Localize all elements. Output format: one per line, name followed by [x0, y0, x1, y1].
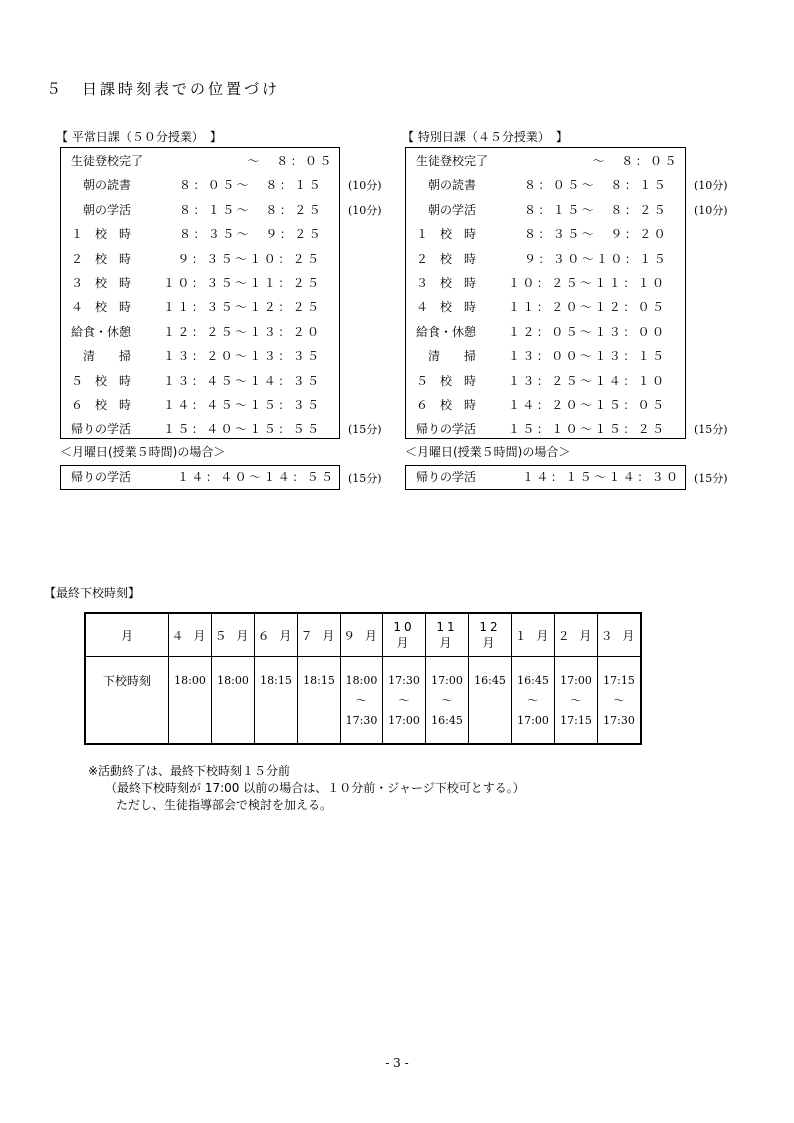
normal-row-time: ８：０５～ ８：１５: [179, 178, 324, 193]
special-row-label: ４ 校 時: [416, 300, 477, 315]
special-row-label: １ 校 時: [416, 227, 477, 242]
special-row-time: １３：００～１３：１５: [508, 349, 667, 364]
special-row-time: ９：３０～１０：１５: [524, 251, 669, 266]
normal-monday-label: 帰りの学活: [71, 470, 132, 484]
time-cell: [298, 657, 341, 745]
special-row-note: (10分): [694, 203, 728, 217]
time-cell-value: 18:15: [260, 674, 292, 687]
time-cell: [212, 657, 255, 745]
special-row-time: ８：３５～ ９：２０: [524, 227, 669, 242]
month-cell: ５ 月: [212, 613, 255, 657]
time-cell-value: ～: [398, 694, 410, 707]
special-row-time: １４：２０～１５：０５: [508, 398, 667, 412]
time-cell-value: 17:00: [431, 674, 463, 687]
normal-row-time: １２：２５～１３：２０: [163, 324, 322, 339]
normal-row-label: 清 掃: [71, 349, 132, 364]
normal-row-label: ６ 校 時: [71, 398, 132, 412]
normal-row-time: １１：３５～１２：２５: [163, 300, 322, 315]
normal-monday-box: [60, 465, 340, 490]
normal-row-time: １３：４５～１４：３５: [163, 373, 322, 388]
time-cell-value: 17:30: [603, 714, 635, 727]
normal-row-time: １５：４０～１５：５５: [163, 422, 322, 437]
time-cell-value: 17:15: [560, 714, 592, 727]
footnote-2: （最終下校時刻が 17:00 以前の場合は、１０分前・ジャージ下校可とする。）: [105, 781, 525, 795]
time-cell: [469, 657, 512, 745]
special-row-label: 給食・休憩: [416, 324, 477, 339]
special-monday-label: 帰りの学活: [416, 470, 477, 484]
month-cell: 10 月: [383, 613, 426, 657]
time-row-label-text: 下校時刻: [102, 674, 151, 688]
month-row-label: 月: [85, 613, 169, 657]
time-cell-value: 17:00: [560, 674, 592, 687]
last-dismissal-table: [84, 612, 642, 745]
month-cell: ３ 月: [598, 613, 642, 657]
special-row-time: ～ ８：０５: [506, 154, 679, 168]
time-cell-value: ～: [441, 694, 453, 707]
time-row-label: [85, 657, 169, 745]
normal-row-time: １３：２０～１３：３５: [163, 349, 322, 364]
time-cell: [169, 657, 212, 745]
time-cell-value: 18:00: [174, 674, 206, 687]
special-monday-heading: ＜月曜日(授業５時間)の場合＞: [405, 445, 571, 459]
special-row-label: ２ 校 時: [416, 251, 477, 266]
time-cell: [426, 657, 469, 745]
special-row-label: 朝の読書: [416, 178, 477, 193]
special-schedule-heading: 【 特別日課（４５分授業） 】: [402, 130, 568, 144]
special-row-time: １２：０５～１３：００: [508, 324, 667, 339]
special-row-note: (15分): [694, 423, 728, 437]
special-row-label: 帰りの学活: [416, 422, 477, 437]
special-row-time: １３：２５～１４：１０: [508, 373, 667, 388]
section-title: ５ 日課時刻表での位置づけ: [46, 80, 281, 98]
normal-row-label: ２ 校 時: [71, 251, 132, 266]
normal-row-time: ～ ８：０５: [161, 154, 334, 168]
month-cell: 11 月: [426, 613, 469, 657]
time-cell-value: ～: [356, 694, 367, 707]
month-cell: ９ 月: [341, 613, 383, 657]
special-row-label: 朝の学活: [416, 202, 477, 217]
special-row-label: 生徒登校完了: [416, 154, 489, 168]
normal-row-time: ８：１５～ ８：２５: [179, 202, 324, 217]
normal-schedule-heading: 【 平常日課（５０分授業） 】: [56, 130, 222, 144]
normal-row-note: (10分): [348, 179, 382, 193]
month-cell: ４ 月: [169, 613, 212, 657]
normal-row-time: １４：４５～１５：３５: [163, 398, 322, 412]
time-cell-value: ～: [613, 694, 625, 707]
time-cell-value: 17:00: [388, 714, 420, 727]
normal-row-label: 生徒登校完了: [71, 154, 144, 168]
special-row-note: (10分): [694, 179, 728, 193]
month-cell: ２ 月: [555, 613, 598, 657]
special-monday-time: １４：１５～１４：３０: [522, 470, 681, 484]
normal-row-label: ４ 校 時: [71, 300, 132, 315]
normal-monday-note: (15分): [348, 472, 382, 485]
special-row-time: ８：１５～ ８：２５: [524, 202, 669, 217]
normal-row-label: 朝の読書: [71, 178, 132, 193]
normal-schedule-box: [60, 147, 340, 439]
footnote-3: ただし、生徒指導部会で検討を加える。: [116, 798, 333, 812]
normal-row-label: 朝の学活: [71, 202, 132, 217]
time-cell: [341, 657, 383, 745]
special-row-time: １１：２０～１２：０５: [508, 300, 667, 315]
time-cell-value: 17:30: [345, 714, 378, 727]
time-cell-value: 17:30: [388, 674, 420, 687]
normal-row-label: ５ 校 時: [71, 373, 132, 388]
special-row-time: １０：２５～１１：１０: [508, 276, 667, 290]
special-row-time: １５：１０～１５：２５: [508, 422, 667, 437]
special-row-label: ６ 校 時: [416, 398, 477, 412]
table-row-months: [85, 613, 641, 657]
time-cell: [512, 657, 555, 745]
time-cell-value: 18:00: [217, 674, 249, 687]
normal-monday-heading: ＜月曜日(授業５時間)の場合＞: [60, 445, 226, 459]
normal-row-note: (10分): [348, 203, 382, 217]
table-row-times: [85, 657, 641, 745]
month-cell: 12 月: [469, 613, 512, 657]
normal-row-label: １ 校 時: [71, 227, 132, 242]
time-cell-value: ～: [570, 694, 582, 707]
time-cell-value: 18:15: [303, 674, 335, 687]
normal-row-label: 給食・休憩: [71, 324, 132, 339]
special-row-label: 清 掃: [416, 349, 477, 364]
time-cell-value: 16:45: [517, 674, 549, 687]
special-row-time: ８：０５～ ８：１５: [524, 178, 669, 193]
time-cell: [555, 657, 598, 745]
special-schedule-box: [405, 147, 686, 439]
page-number: - 3 -: [385, 1056, 409, 1070]
time-cell-value: 16:45: [431, 714, 463, 727]
time-cell-value: 16:45: [474, 674, 506, 687]
normal-row-time: ９：３５～１０：２５: [163, 251, 322, 266]
month-cell: ７ 月: [298, 613, 341, 657]
normal-row-label: ３ 校 時: [71, 276, 132, 290]
time-cell: [598, 657, 642, 745]
special-row-label: ５ 校 時: [416, 373, 477, 388]
normal-row-note: (15分): [348, 423, 382, 437]
time-cell-value: 18:00: [345, 674, 378, 687]
normal-row-time: ８：３５～ ９：２５: [179, 227, 324, 242]
special-row-label: ３ 校 時: [416, 276, 477, 290]
normal-monday-time: １４：４０～１４：５５: [177, 470, 336, 484]
time-cell: [383, 657, 426, 745]
footnote-1: ※活動終了は、最終下校時刻１５分前: [88, 764, 291, 778]
time-cell-value: 17:00: [517, 714, 549, 727]
last-dismissal-heading: 【最終下校時刻】: [44, 586, 141, 600]
month-cell: ６ 月: [255, 613, 298, 657]
time-cell-value: ～: [527, 694, 539, 707]
special-monday-box: [405, 465, 686, 490]
special-monday-note: (15分): [694, 472, 728, 485]
month-cell: １ 月: [512, 613, 555, 657]
normal-row-time: １０：３５～１１：２５: [163, 276, 322, 290]
time-cell-value: 17:15: [603, 674, 635, 687]
time-cell: [255, 657, 298, 745]
normal-row-label: 帰りの学活: [71, 422, 132, 437]
